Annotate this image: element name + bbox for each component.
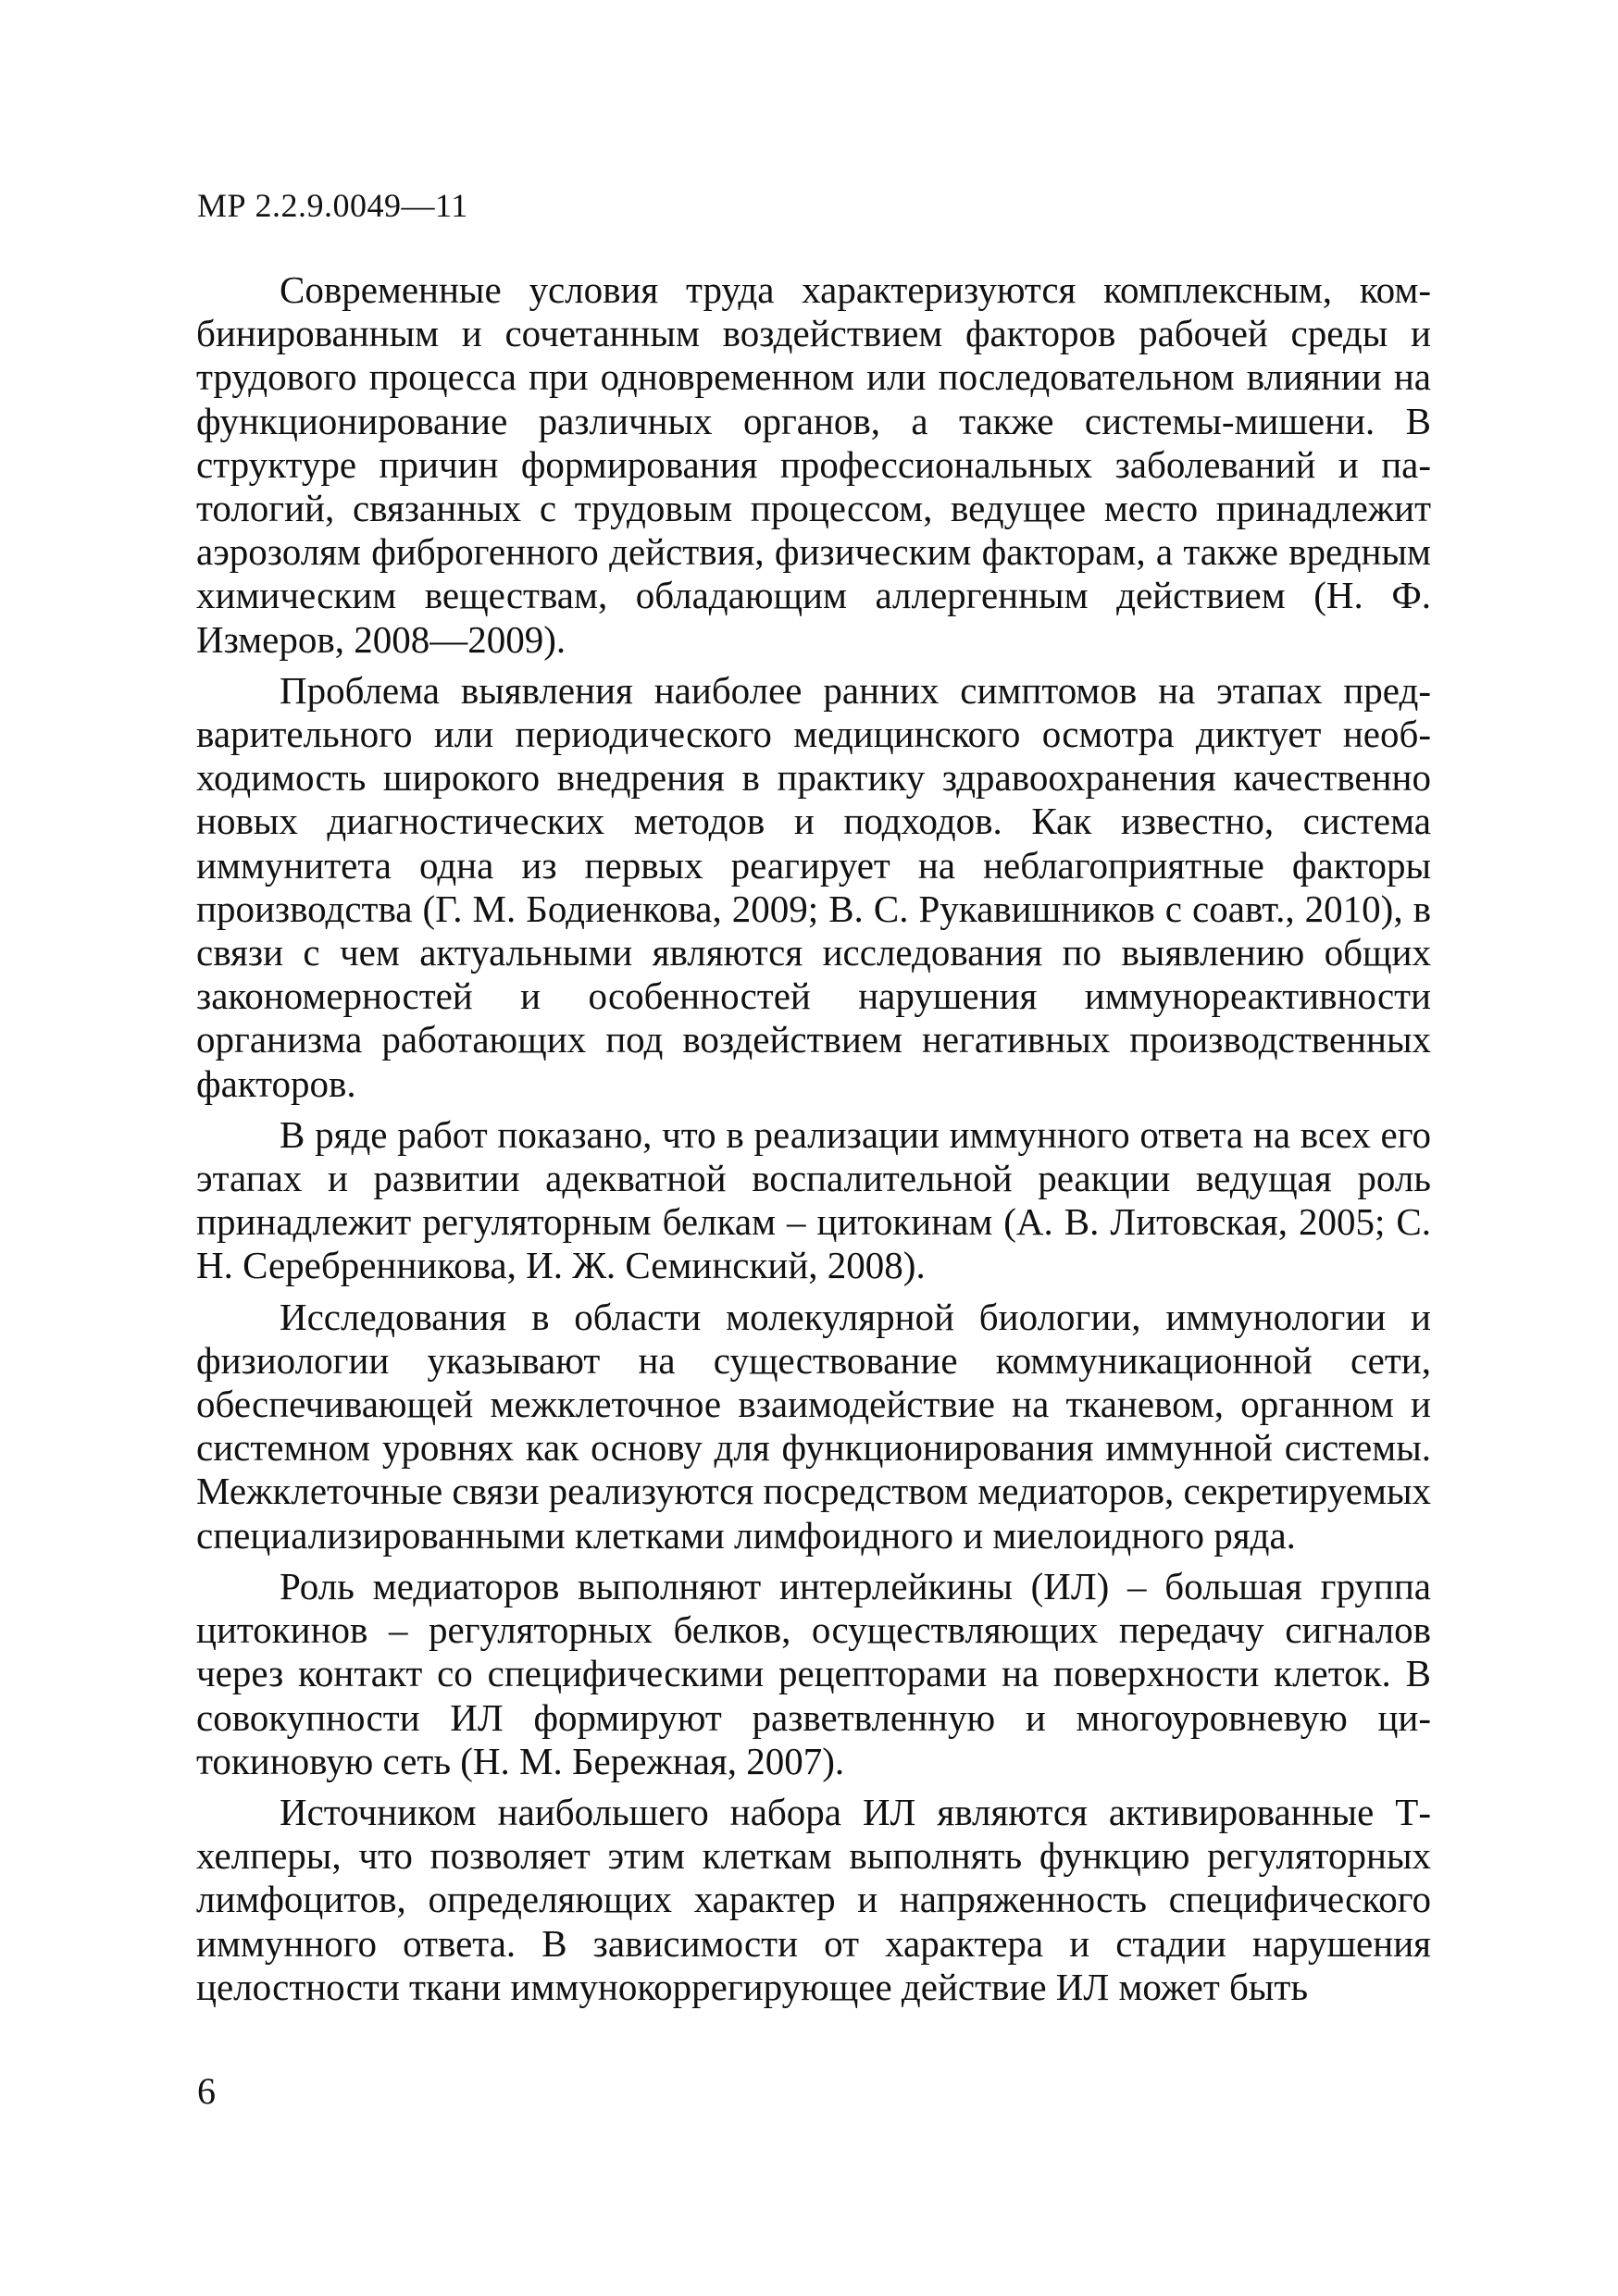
paragraph-communication-network: Исследования в области молекулярной биологии, иммунологии и физиологии указывают на существование коммуникационной сети, обеспечивающей межклеточное взаимодействие на тканевом, органном и системном уровнях как основу для функционирования иммунной системы. Межклеточные связи реализуются посредством медиаторов, секретируемых специализированными клетками лимфоидного и миелоидного ряда. xyxy=(196,1295,1432,1557)
page-number: 6 xyxy=(197,2070,216,2112)
paragraph-cytokines-role: В ряде работ показано, что в реализации иммунного ответа на всех его этапах и развитии адекватной воспалительной реакции ведущая роль принадлежит регуляторным белкам – цитокинам (А. В. Литовская, 2005; С. Н. Серебренникова, И. Ж. Семинский, 2008). xyxy=(196,1112,1431,1287)
paragraph-early-symptoms: Проблема выявления наиболее ранних симптомов на этапах предварительного или периодического медицинского осмотра диктует необходимость широкого внедрения в практику здравоохранения качественно новых диагностических методов и подходов. Как известно, система иммунитета одна из первых реагирует на неблагоприятные факторы производства (Г. М. Бодиенкова, 2009; В. С. Рукавишников с соавт., 2010), в связи с чем актуальными являются исследования по выявлению общих закономерностей и особенностей нарушения иммунореактивности организма работающих под воздействием негативных производственных факторов. xyxy=(196,668,1431,1105)
body-text xyxy=(196,268,1431,2009)
paragraph-working-conditions: Современные условия труда характеризуются комплексным, комбинированным и сочетанным воздействием факторов рабочей среды и трудового процесса при одновременном или последовательном влиянии на функционирование различных органов, а также системы-мишени. В структуре причин формирования профессиональных заболеваний и патологий, связанных с трудовым процессом, ведущее место принадлежит аэрозолям фиброгенного действия, физическим факторам, а также вредным химическим веществам, обладающим аллергенным действием (Н. Ф. Измеров, 2008—2009). xyxy=(196,268,1431,661)
paragraph-interleukins: Роль медиаторов выполняют интерлейкины (ИЛ) – большая группа цитокинов – регуляторных белков, осуществляющих передачу сигналов через контакт со специфическими рецепторами на поверхности клеток. В совокупности ИЛ формируют разветвленную и многоуровневую цитокиновую сеть (Н. М. Бережная, 2007). xyxy=(196,1564,1431,1782)
paragraph-t-helpers: Источником наибольшего набора ИЛ являются активированные Т-хелперы, что позволяет этим клеткам выполнять функцию регуляторных лимфоцитов, определяющих характер и напряженность специфического иммунного ответа. В зависимости от характера и стадии нарушения целостности ткани иммунокоррегирующее действие ИЛ может быть xyxy=(196,1790,1431,2008)
document-code-header: МР 2.2.9.0049—11 xyxy=(197,187,468,224)
